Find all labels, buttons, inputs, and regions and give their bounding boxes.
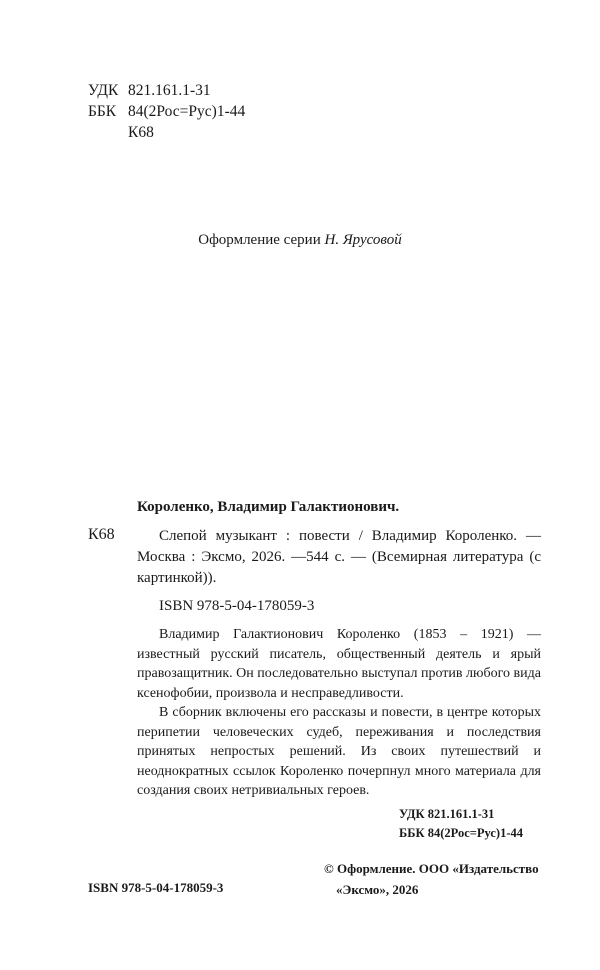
- copyright-notice: [324, 858, 544, 900]
- author-sign: К68: [128, 124, 154, 141]
- card-author-sign: К68: [88, 526, 115, 543]
- annotation-paragraph: В сборник включены его рассказы и повести, в центре которых перипетии человеческих судеб, переживания и последствия принятых непростых решений. Из своих путешествий и неоднократных ссылок Короленко почерпнул много материала для создания своих нетривиальных героев.: [137, 705, 541, 798]
- udk-row: [88, 80, 245, 101]
- card-bbk: ББК 84(2Рос=Рус)1-44: [399, 825, 523, 840]
- annotation-paragraph: Владимир Галактионович Короленко (1853 – 1921) — известный русский писатель, общественный деятель и ярый правозащитник. Он последовательно выступал против любого вида ксенофобии, произвола и несправедливости.: [137, 627, 541, 701]
- designer-name: Н. Ярусовой: [324, 232, 402, 248]
- catalog-card: [137, 497, 541, 843]
- card-author: Короленко, Владимир Галактионович.: [137, 499, 400, 515]
- bbk-value: 84(2Рос=Рус)1-44: [128, 103, 246, 120]
- copyright-line: «Эксмо», 2026: [336, 882, 419, 897]
- udk-label: УДК: [88, 82, 119, 99]
- design-text: Оформление серии: [198, 232, 325, 248]
- bbk-label: ББК: [88, 103, 117, 120]
- card-codes: [137, 805, 541, 843]
- bibliographic-description: Слепой музыкант : повести / Владимир Короленко. — Москва : Эксмо, 2026. —544 с. — (Всемирная литература (с картинкой)).: [137, 528, 541, 586]
- bbk-row: [88, 101, 245, 122]
- annotation: [137, 625, 541, 801]
- udk-value: 821.161.1-31: [128, 82, 211, 99]
- card-isbn: ISBN 978-5-04-178059-3: [159, 598, 315, 614]
- footer-isbn: ISBN 978-5-04-178059-3: [88, 880, 224, 895]
- copyright-line: © Оформление. ООО «Издательство: [324, 861, 539, 876]
- classification-block: [88, 80, 245, 143]
- series-design-credit: [0, 232, 600, 249]
- card-udk: УДК 821.161.1-31: [399, 806, 495, 821]
